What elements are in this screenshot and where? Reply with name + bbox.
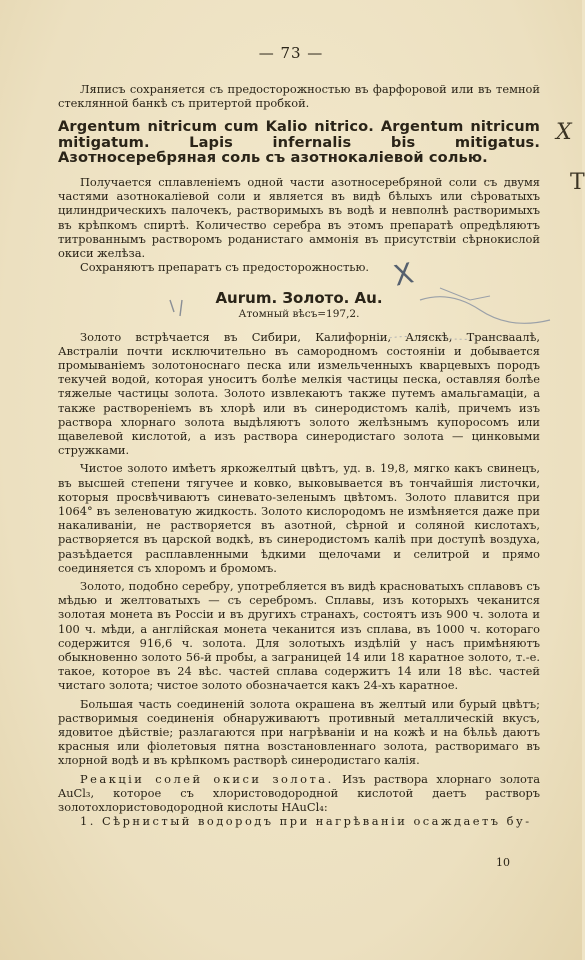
section-title-aurum: Aurum. Золото. Au. xyxy=(215,289,383,308)
paragraph-storage: Сохраняютъ препаратъ съ предосторожностью. xyxy=(80,260,369,275)
page-number: — 73 — xyxy=(258,44,324,62)
margin-handwritten-mark: Х xyxy=(556,120,572,145)
signature-mark: 10 xyxy=(496,856,510,869)
pencil-x-mark: X xyxy=(390,256,417,293)
paragraph-properties: Чистое золото имѣетъ яркожелтый цвѣтъ, уд. в. 19,8, мягко какъ свинецъ, въ высшей степени тягучее и ковко, выковывается въ тончайшiя листочки, которыя просвѣчиваютъ синевато-зеленымъ цвѣтомъ. Золото плавится при 1064° въ зеленоватую жидкость. Золото кислородомъ не измѣняется даже при накаливанiи, не растворяется въ азотной, сѣрной и соляной кислотахъ, растворяется въ царской водкѣ, въ синеродистомъ калiѣ при доступѣ воздуха, разъѣдается расплавленными ѣдкими щелочами и селитрой и прямо соединяется съ хлоромъ и бромомъ. xyxy=(58,461,540,575)
paragraph-preparation: Получается сплавленiемъ одной части азотносеребряной соли съ двумя частями азотнокалiевой соли и является въ видѣ бѣлыхъ или сѣроватыхъ цилиндрическихъ палочекъ, растворимыхъ въ водѣ и невполнѣ растворимыхъ въ крѣпкомъ спиртѣ. Количество серебра въ этомъ препаратѣ опредѣляютъ титрованнымъ растворомъ роданистаго аммонiя въ присутствiи сѣрнокислой окиси желѣза. xyxy=(58,174,540,260)
paragraph-reaction-1: 1. Сѣрнистый водородъ при нагрѣванiи осаждаетъ бу- xyxy=(80,814,532,829)
reactions-lead: Реакцiи солей окиси золота. xyxy=(80,771,334,786)
reactions-text: Изъ раствора хлорнаго золота AuCl₃, которое съ хлористоводородной кислотой даетъ растворъ золотохлористоводородной кислоты HAuCl₄: xyxy=(58,771,540,815)
paragraph-compounds: Большая часть соединенiй золота окрашена въ желтый или бурый цвѣтъ; растворимыя соединенiя обнаруживаютъ противный металлическiй вкусъ, ядовитое дѣйствiе; разлагаются при нагрѣванiи и на кожѣ и на бѣльѣ даютъ красныя или фiолетовыя пятна возстановленнаго золота, растворимаго въ хлорной водѣ и въ крѣпкомъ растворѣ синеродистаго калiя. xyxy=(58,696,540,768)
paragraph-occurrence: Золото встрѣчается въ Сибири, Калифорнiи, Аляскѣ, Трансваалѣ, Австралiи почти исключительно въ самородномъ состоянiи и добывается промыванiемъ золотоноснаго песка или измельченныхъ кварцевыхъ породъ текучей водой, которая уноситъ болѣе мелкiя частицы песка, оставляя болѣе тяжелые частицы золота. Золото извлекаютъ также путемъ амальгамацiи, а также растворенiемъ въ хлорѣ или въ синеродистомъ калiѣ, причемъ изъ раствора хлорнаго золота выдѣляютъ золото желѣзнымъ купоросомъ или щавелевой кислотой, а изъ раствора синеродистаго золота — цинковыми стружками. xyxy=(58,329,540,458)
paragraph-lapis-storage: Ляписъ сохраняется съ предосторожностью въ фарфоровой или въ темной стеклянной банкѣ съ притертой пробкой. xyxy=(58,82,540,111)
paragraph-alloys: Золото, подобно серебру, употребляется въ видѣ красноватыхъ сплавовъ съ мѣдью и желтоватыхъ — съ серебромъ. Сплавы, изъ которыхъ чеканится золотая монета въ Россiи и въ другихъ странахъ, состоятъ изъ 900 ч. золота и 100 ч. мѣди, а англiйская монета чеканится изъ сплава, въ 1000 ч. котораго содержится 916,6 ч. золота. Для золотыхъ издѣлiй у насъ примѣняютъ обыкновенно золото 56-й пробы, а заграницей 14 или 18 каратное золото, т.-е. такое, которое въ 24 вѣс. частей сплава содержитъ 14 или 18 вѣс. частей чистаго золота; чистое золото обозначается какъ 24-хъ каратное. xyxy=(58,578,540,693)
page-body xyxy=(58,82,540,828)
atomic-weight: Атомный вѣсъ=197,2. xyxy=(238,308,360,321)
margin-handwritten-mark-2: Т xyxy=(570,170,585,195)
section-heading-argentum: Argentum nitricum cum Kalio nitrico. Argentum nitricum mitigatum. Lapis infernalis bis mitigatus. Азотносеребряная соль съ азотнокалiевой солью. xyxy=(58,118,540,167)
paragraph-reactions xyxy=(58,772,540,815)
